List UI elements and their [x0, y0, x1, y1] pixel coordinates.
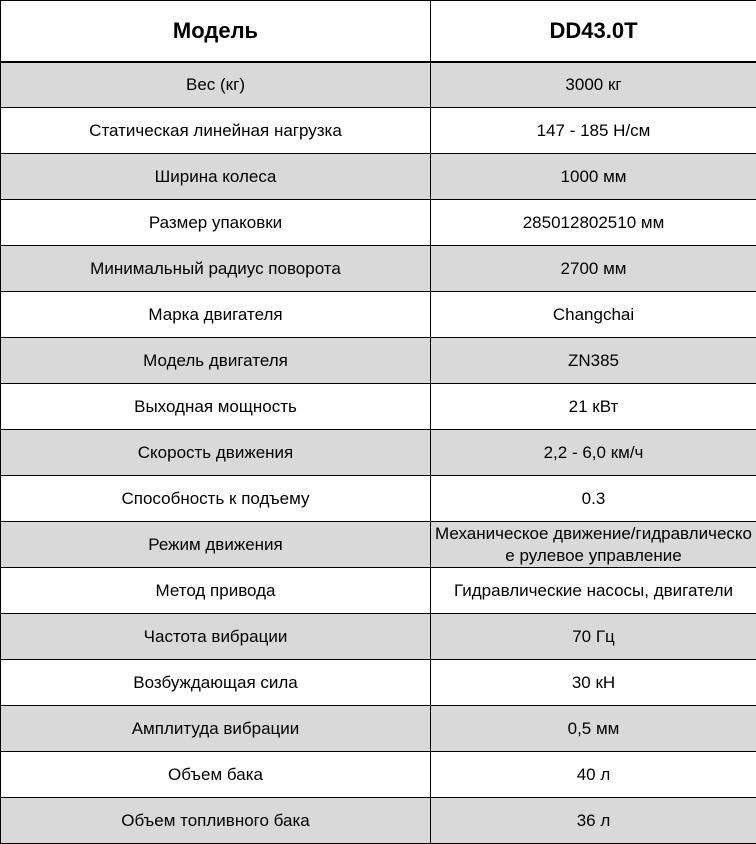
header-row — [1, 1, 756, 62]
table-row — [1, 706, 756, 752]
table-row — [1, 798, 756, 844]
table-row — [1, 522, 756, 568]
value-climbing-ability: 0.3 — [431, 476, 756, 522]
param-wheel-width: Ширина колеса — [1, 154, 431, 200]
table-row — [1, 660, 756, 706]
param-climbing-ability: Способность к подъему — [1, 476, 431, 522]
param-engine-model: Модель двигателя — [1, 338, 431, 384]
param-vibration-frequency: Частота вибрации — [1, 614, 431, 660]
value-drive-mode: Механическое движение/гидравлическое рулевое управление — [431, 522, 756, 568]
table-row — [1, 200, 756, 246]
param-weight: Вес (кг) — [1, 62, 431, 108]
table-row — [1, 154, 756, 200]
value-tank-volume: 40 л — [431, 752, 756, 798]
table-row — [1, 62, 756, 108]
value-engine-model: ZN385 — [431, 338, 756, 384]
param-tank-volume: Объем бака — [1, 752, 431, 798]
table-row — [1, 476, 756, 522]
value-engine-brand: Changchai — [431, 292, 756, 338]
value-fuel-tank-volume: 36 л — [431, 798, 756, 844]
header-model-value: DD43.0T — [431, 1, 756, 62]
value-vibration-frequency: 70 Гц — [431, 614, 756, 660]
param-drive-method: Метод привода — [1, 568, 431, 614]
param-drive-mode: Режим движения — [1, 522, 431, 568]
param-fuel-tank-volume: Объем топливного бака — [1, 798, 431, 844]
param-engine-brand: Марка двигателя — [1, 292, 431, 338]
value-exciting-force: 30 кН — [431, 660, 756, 706]
table-row — [1, 568, 756, 614]
value-package-size: 285012802510 мм — [431, 200, 756, 246]
param-min-turn-radius: Минимальный радиус поворота — [1, 246, 431, 292]
value-weight: 3000 кг — [431, 62, 756, 108]
param-travel-speed: Скорость движения — [1, 430, 431, 476]
value-output-power: 21 кВт — [431, 384, 756, 430]
param-static-linear-load: Статическая линейная нагрузка — [1, 108, 431, 154]
table-row — [1, 614, 756, 660]
value-drive-method: Гидравлические насосы, двигатели — [431, 568, 756, 614]
value-min-turn-radius: 2700 мм — [431, 246, 756, 292]
param-output-power: Выходная мощность — [1, 384, 431, 430]
value-wheel-width: 1000 мм — [431, 154, 756, 200]
param-package-size: Размер упаковки — [1, 200, 431, 246]
header-model-label: Модель — [1, 1, 431, 62]
param-vibration-amplitude: Амплитуда вибрации — [1, 706, 431, 752]
table-row — [1, 384, 756, 430]
table-row — [1, 108, 756, 154]
table-row — [1, 752, 756, 798]
param-exciting-force: Возбуждающая сила — [1, 660, 431, 706]
value-travel-speed: 2,2 - 6,0 км/ч — [431, 430, 756, 476]
value-static-linear-load: 147 - 185 Н/см — [431, 108, 756, 154]
table-row — [1, 338, 756, 384]
table-row — [1, 246, 756, 292]
table-row — [1, 430, 756, 476]
value-vibration-amplitude: 0,5 мм — [431, 706, 756, 752]
table-row — [1, 292, 756, 338]
